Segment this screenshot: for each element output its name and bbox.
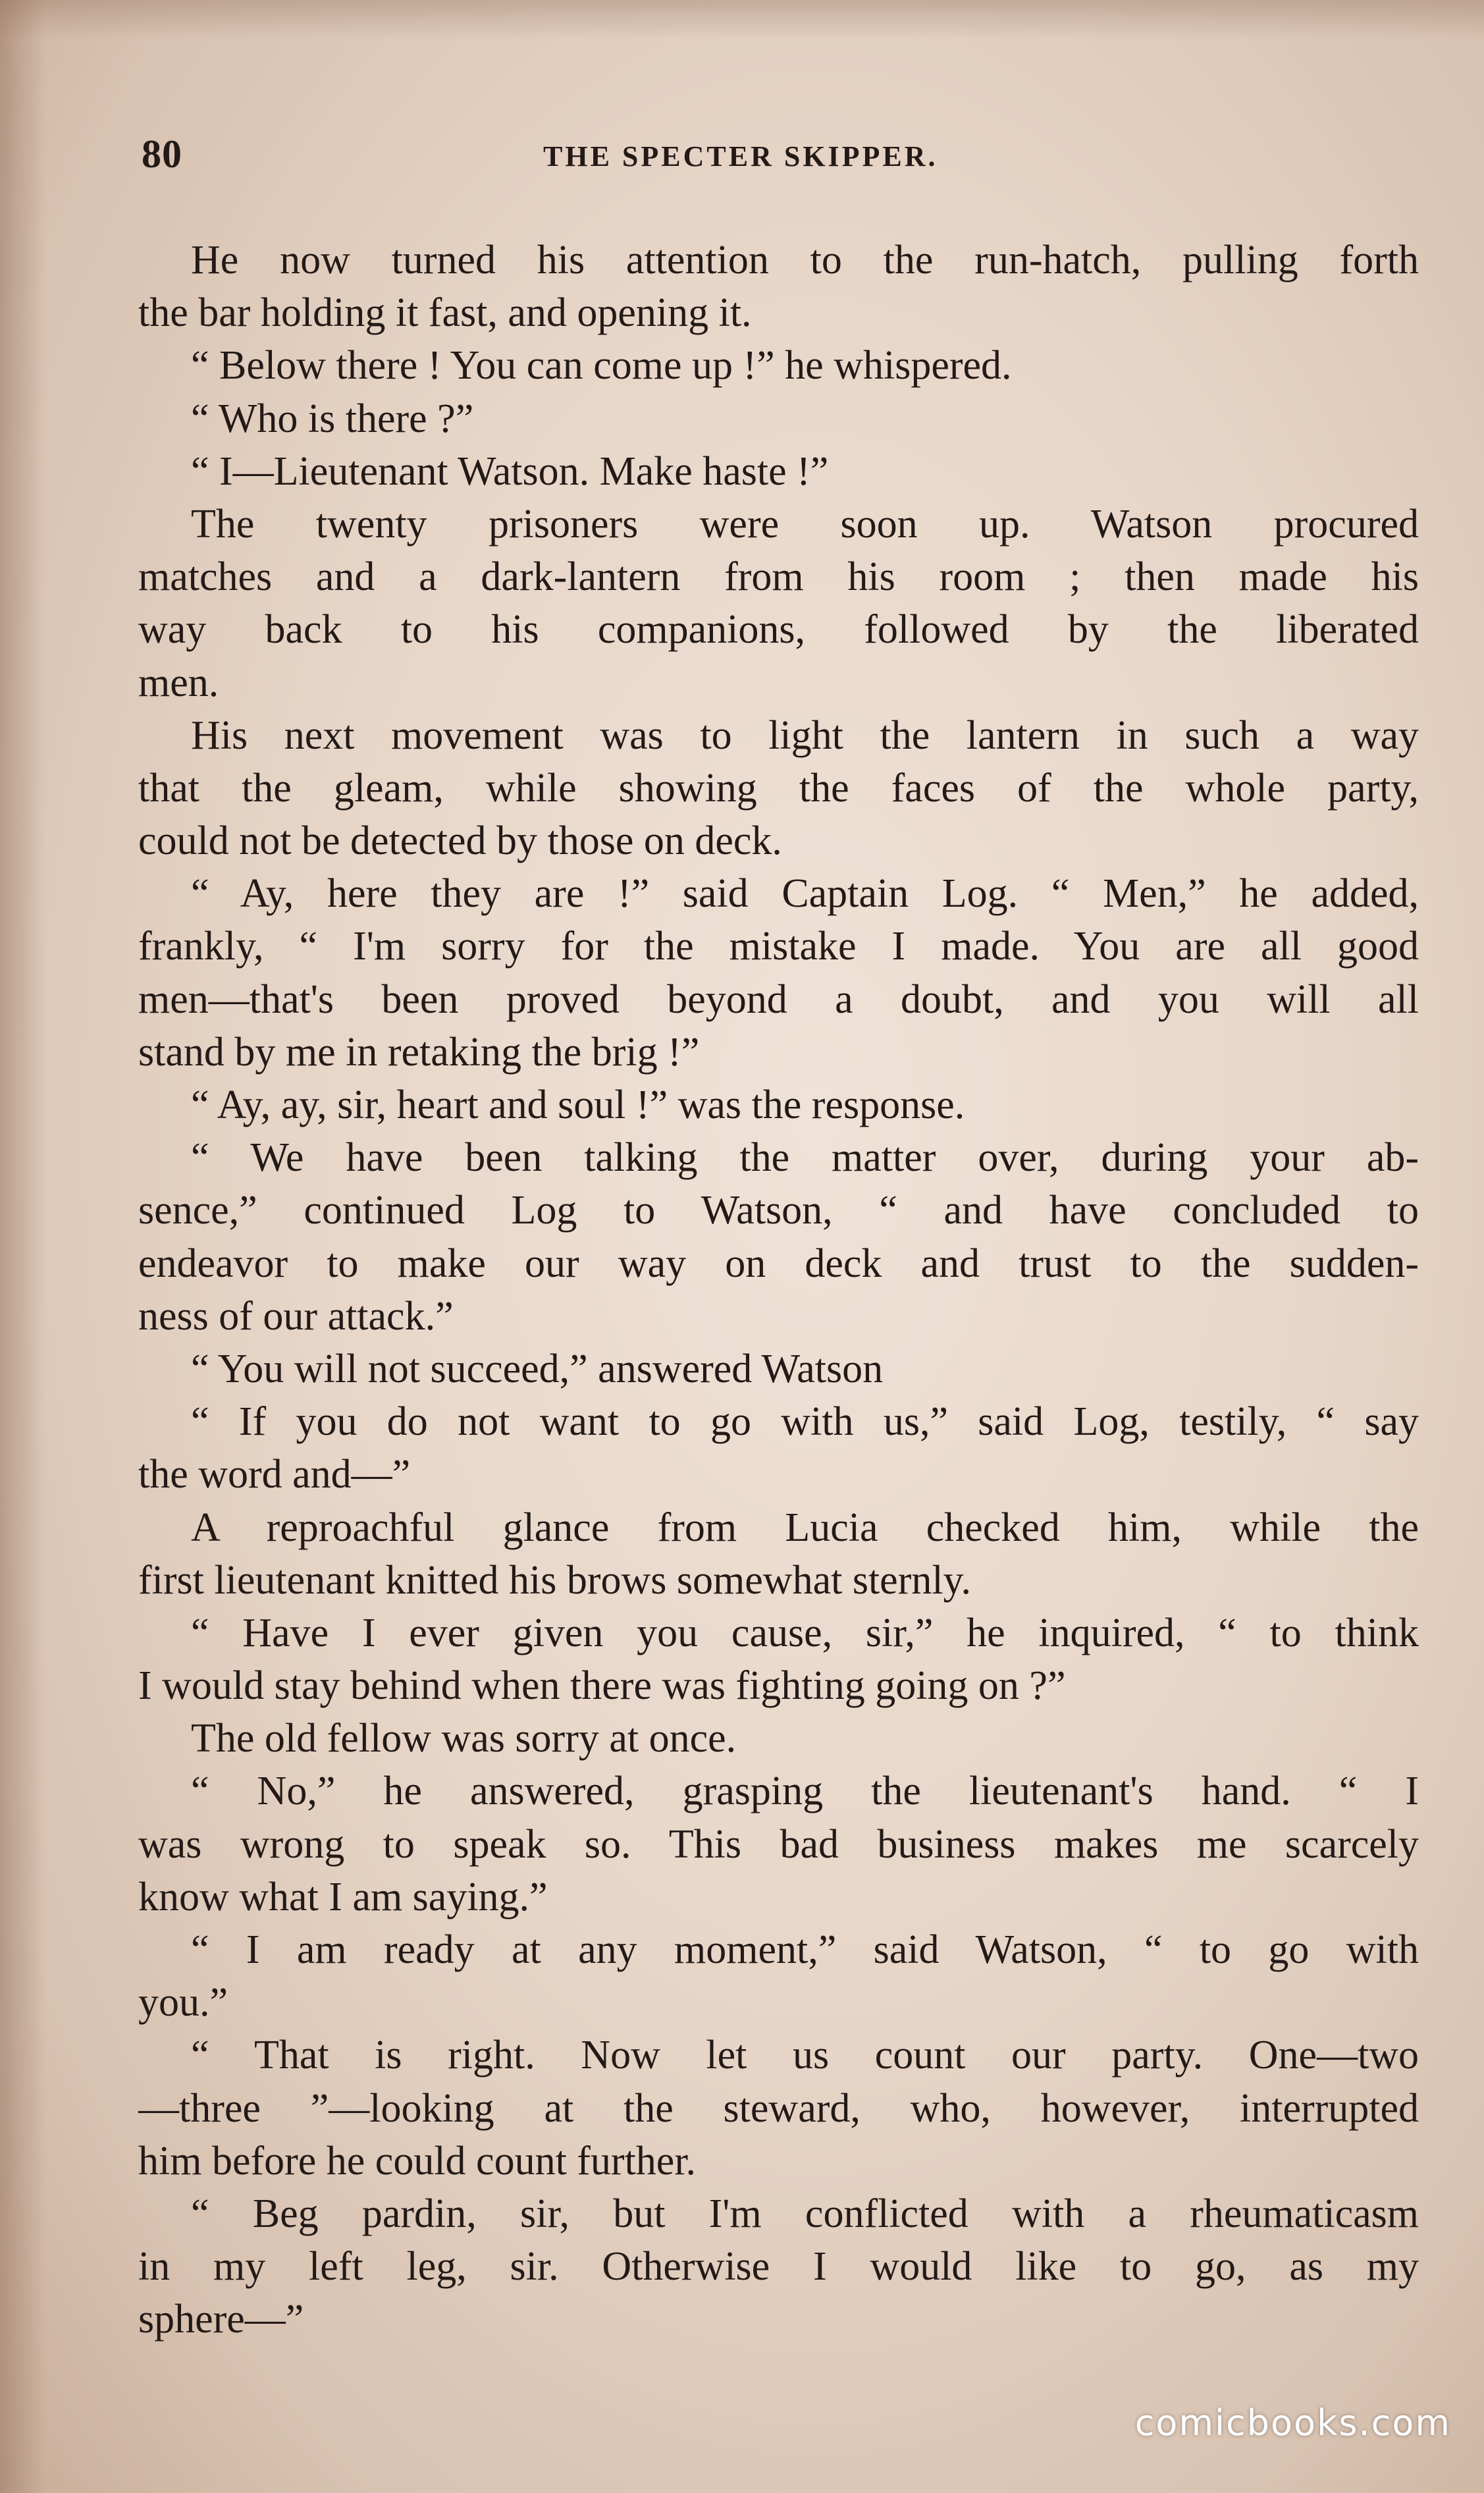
page-shadow-top [0,0,1484,40]
page-shadow-left [0,0,46,2493]
text-line: could not be detected by those on deck. [138,818,782,864]
text-line: in my left leg, sir. Otherwise I would like to go, as my [138,2244,1419,2290]
text-line: —three ”—looking at the steward, who, however, interrupted [138,2085,1419,2131]
text-line: A reproachful glance from Lucia checked him, while the [191,1505,1419,1550]
text-line: “ That is right. Now let us count our party. One—two [191,2033,1419,2078]
watermark: comicbooks.com [1134,2402,1451,2444]
text-line: matches and a dark-lantern from his room ; then made his [138,554,1419,600]
text-line: “ Ay, here they are !” said Captain Log. “ Men,” he added, [191,871,1419,917]
page-number: 80 [142,132,182,176]
text-line: The twenty prisoners were soon up. Watson procured [191,501,1419,547]
text-line: “ I am ready at any moment,” said Watson, “ to go with [191,1927,1419,1972]
running-title: THE SPECTER SKIPPER. [543,140,938,173]
text-line: the word and—” [138,1452,411,1497]
text-line: the bar holding it fast, and opening it. [138,290,752,336]
text-line: that the gleam, while showing the faces of the whole party, [138,765,1419,811]
text-line: men—that's been proved beyond a doubt, and you will all [138,977,1419,1022]
text-line: “ Below there ! You can come up !” he whispered. [191,343,1012,389]
text-line: sphere—” [138,2297,304,2342]
text-line: you.” [138,1980,228,2025]
text-line: way back to his companions, followed by the liberated [138,607,1419,653]
text-line: frankly, “ I'm sorry for the mistake I made. You are all good [138,924,1419,969]
text-line: stand by me in retaking the brig !” [138,1029,700,1075]
text-line: The old fellow was sorry at once. [191,1716,737,1761]
page-header [142,132,1412,184]
text-line: sence,” continued Log to Watson, “ and have concluded to [138,1188,1419,1233]
text-line: “ You will not succeed,” answered Watson [191,1346,884,1391]
text-line: “ I—Lieutenant Watson. Make haste !” [191,448,829,494]
text-line: He now turned his attention to the run-hatch, pulling forth [191,238,1419,282]
text-line: “ We have been talking the matter over, during your ab- [191,1135,1419,1181]
text-line: ness of our attack.” [138,1293,454,1339]
body-text [138,234,1419,2346]
text-line: men. [138,660,219,705]
text-line: was wrong to speak so. This bad business makes me scarcely [138,1821,1419,1867]
text-line: “ Beg pardin, sir, but I'm conflicted with a rheumaticasm [191,2191,1419,2236]
text-line: him before he could count further. [138,2138,697,2184]
text-line: “ Have I ever given you cause, sir,” he inquired, “ to think [191,1610,1419,1655]
text-line: first lieutenant knitted his brows somewhat sternly. [138,1557,972,1603]
text-line: “ Ay, ay, sir, heart and soul !” was the response. [191,1083,965,1127]
text-line: endeavor to make our way on deck and trust to the sudden- [138,1241,1419,1286]
text-line: know what I am saying.” [138,1874,548,1919]
text-line: “ Who is there ?” [191,396,474,441]
text-line: “ No,” he answered, grasping the lieutenant's hand. “ I [191,1769,1419,1814]
text-line: “ If you do not want to go with us,” said Log, testily, “ say [191,1399,1419,1445]
text-line: His next movement was to light the lantern in such a way [191,712,1419,758]
text-line: I would stay behind when there was fighting going on ?” [138,1663,1066,1709]
